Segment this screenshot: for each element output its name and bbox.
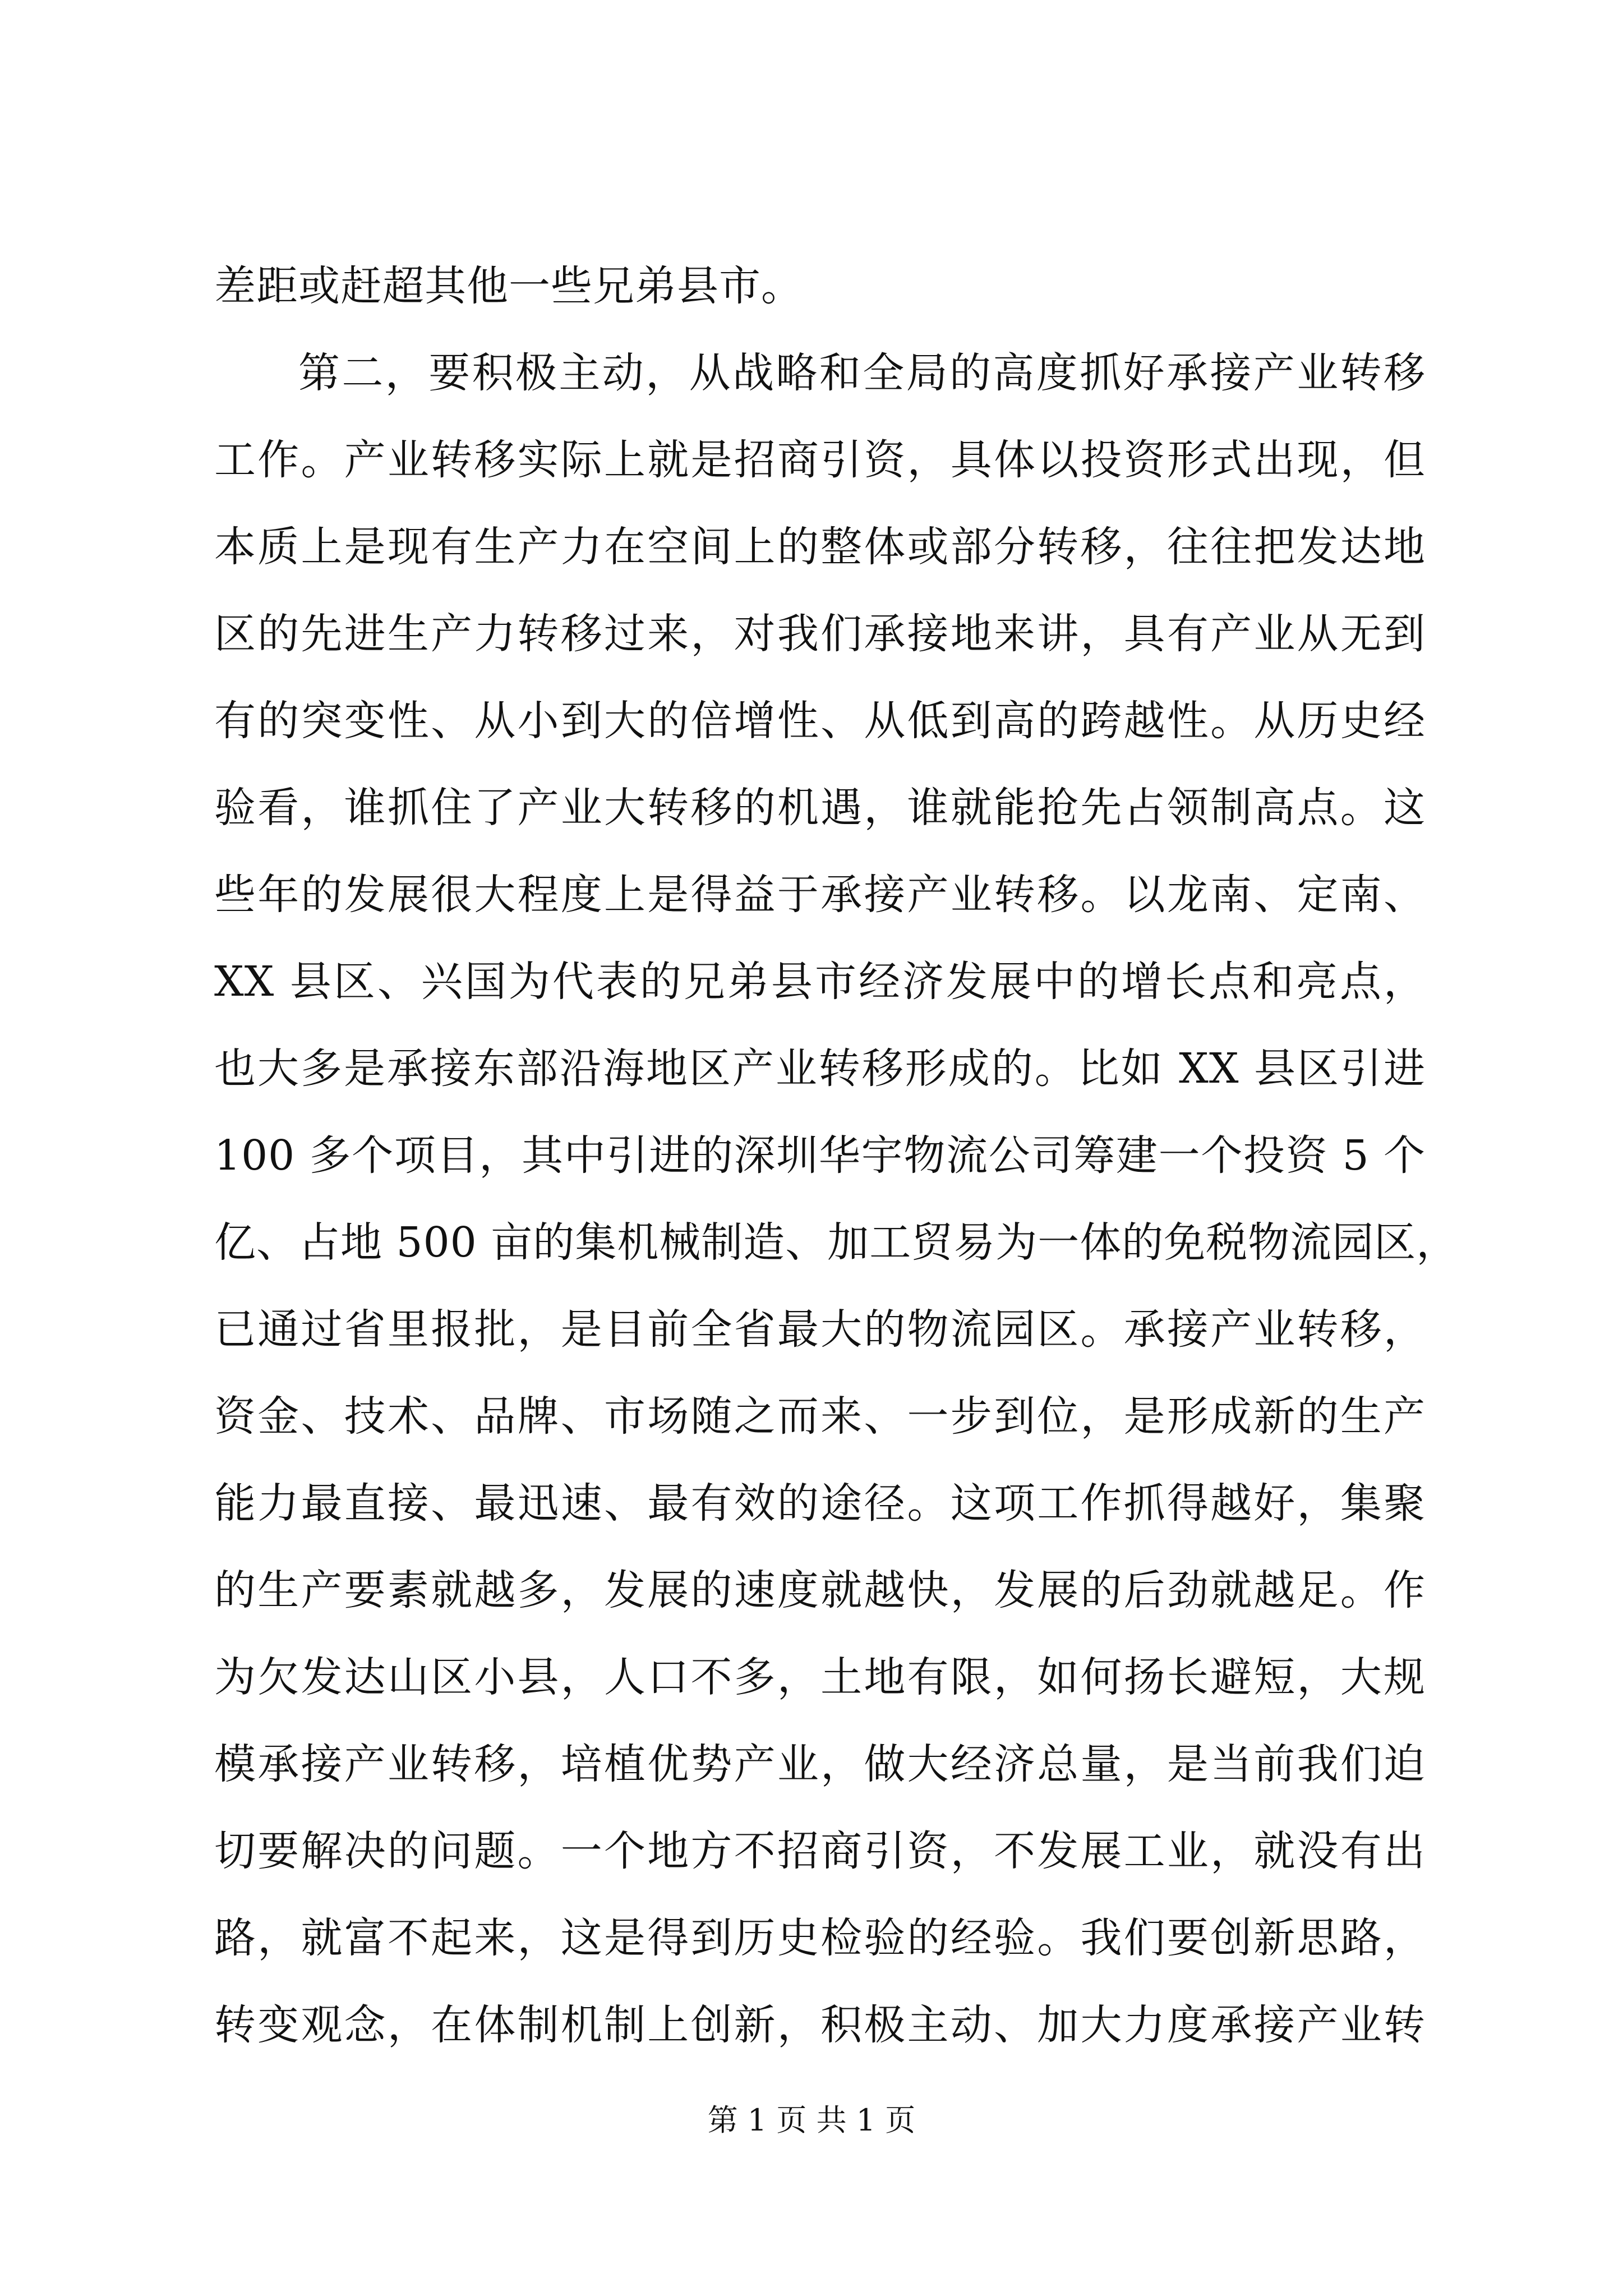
- paragraph-line: 些年的发展很大程度上是得益于承接产业转移。以龙南、定南、: [214, 871, 1426, 919]
- paragraph-line: 切要解决的问题。一个地方不招商引资，不发展工业，就没有出: [214, 1827, 1426, 1875]
- paragraph-line: 为欠发达山区小县，人口不多，土地有限，如何扬长避短，大规: [214, 1653, 1426, 1701]
- paragraph-line: 有的突变性、从小到大的倍增性、从低到高的跨越性。从历史经: [214, 697, 1426, 745]
- paragraph-line: 区的先进生产力转移过来，对我们承接地来讲，具有产业从无到: [214, 610, 1426, 658]
- paragraph-line: 也大多是承接东部沿海地区产业转移形成的。比如 XX 县区引进: [214, 1045, 1426, 1093]
- paragraph-line: 资金、技术、品牌、市场随之而来、一步到位，是形成新的生产: [214, 1392, 1426, 1441]
- paragraph-line: XX 县区、兴国为代表的兄弟县市经济发展中的增长点和亮点，: [214, 958, 1426, 1006]
- paragraph-line: 的生产要素就越多，发展的速度就越快，发展的后劲就越足。作: [214, 1566, 1426, 1614]
- paragraph-line: 差距或赶超其他一些兄弟县市。: [214, 262, 803, 310]
- paragraph-line: 亿、占地 500 亩的集机械制造、加工贸易为一体的免税物流园区，: [214, 1218, 1459, 1267]
- paragraph-line: 转变观念，在体制机制上创新，积极主动、加大力度承接产业转: [214, 2001, 1426, 2049]
- paragraph-line: 验看，谁抓住了产业大转移的机遇，谁就能抢先占领制高点。这: [214, 784, 1426, 832]
- paragraph-line: 模承接产业转移，培植优势产业，做大经济总量，是当前我们迫: [214, 1740, 1426, 1788]
- paragraph-line: 路，就富不起来，这是得到历史检验的经验。我们要创新思路，: [214, 1914, 1426, 1962]
- paragraph-line: 能力最直接、最迅速、最有效的途径。这项工作抓得越好，集聚: [214, 1479, 1426, 1527]
- paragraph-line: 已通过省里报批，是目前全省最大的物流园区。承接产业转移，: [214, 1305, 1426, 1354]
- paragraph-line: 第二，要积极主动，从战略和全局的高度抓好承接产业转移: [298, 349, 1426, 397]
- paragraph-line: 工作。产业转移实际上就是招商引资，具体以投资形式出现，但: [214, 436, 1426, 484]
- page-footer: 第 1 页 共 1 页: [707, 2102, 916, 2138]
- paragraph-line: 本质上是现有生产力在空间上的整体或部分转移，往往把发达地: [214, 523, 1426, 571]
- paragraph-line: 100 多个项目，其中引进的深圳华宇物流公司筹建一个投资 5 个: [214, 1131, 1426, 1180]
